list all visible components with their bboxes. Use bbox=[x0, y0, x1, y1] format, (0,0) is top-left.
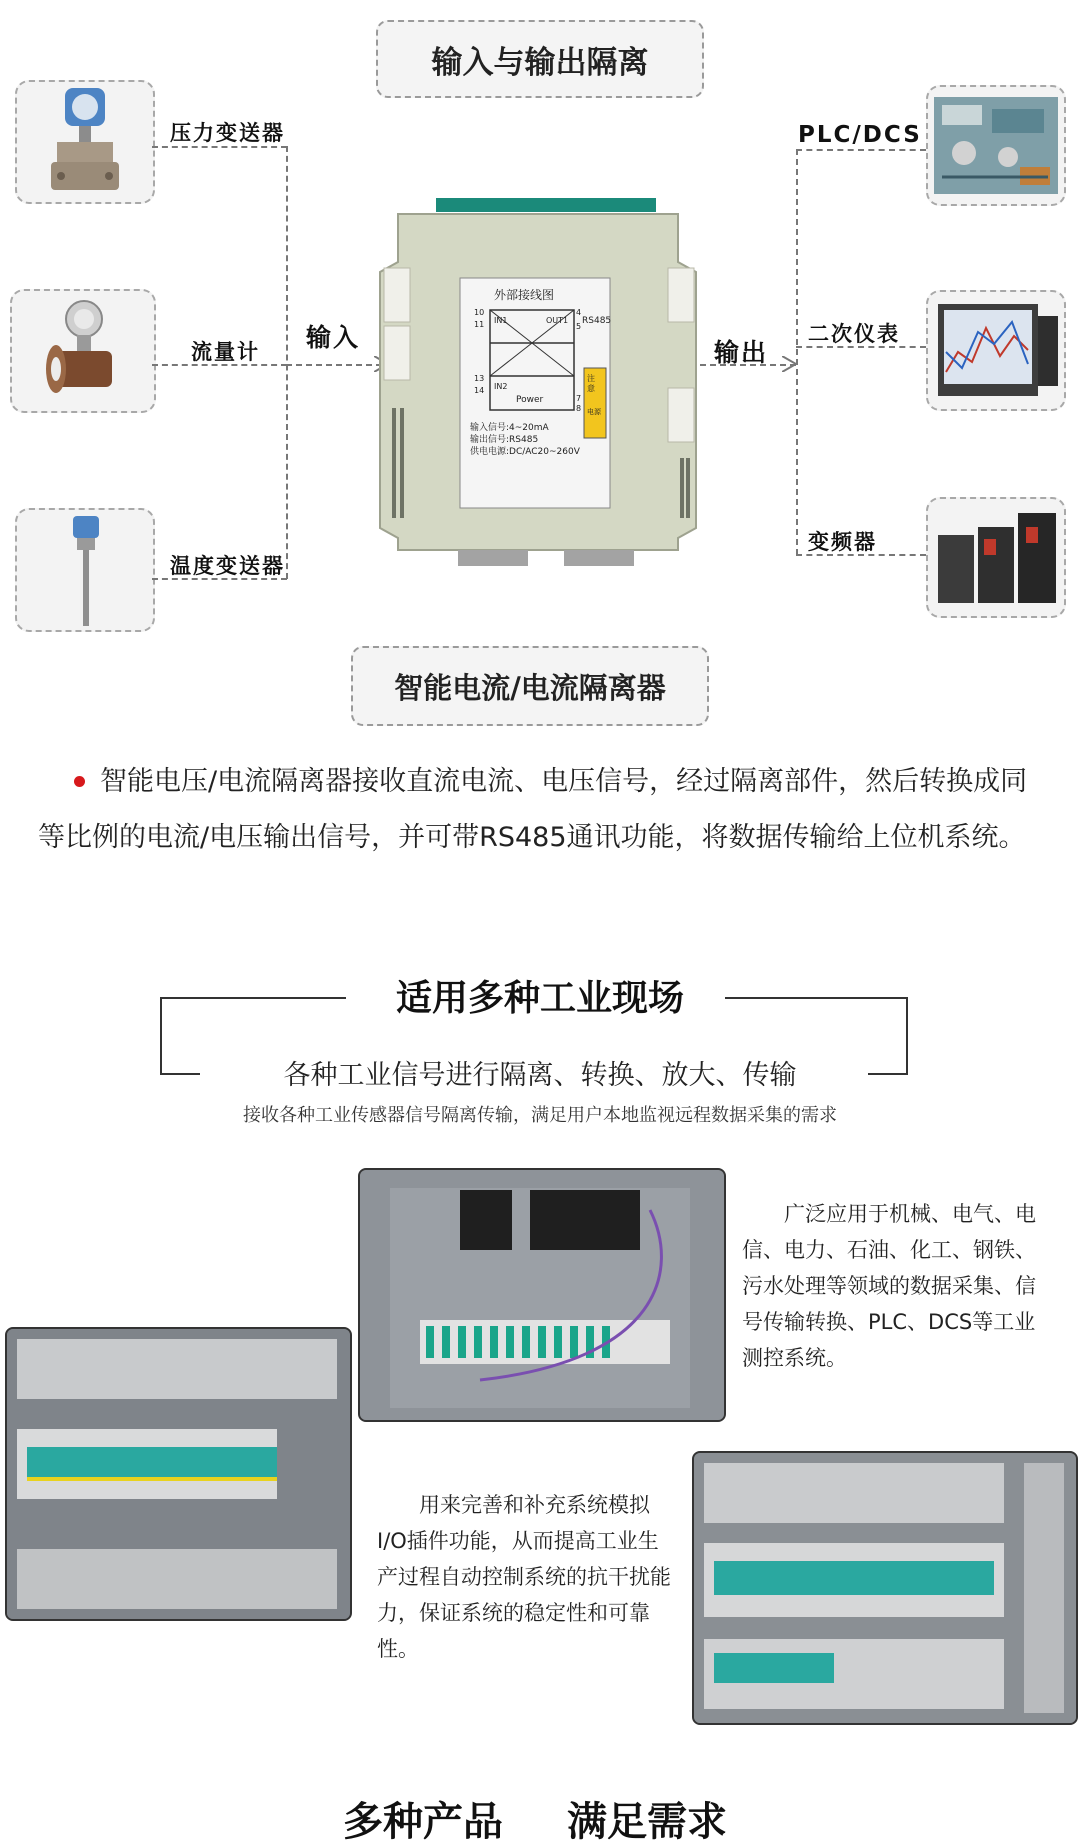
connector-line bbox=[152, 364, 287, 366]
description-paragraph: 智能电压/电流隔离器接收直流电流、电压信号，经过隔离部件，然后转换成同等比例的电流/电压输出信号，并可带RS485通讯功能，将数据传输给上位机系统。 bbox=[38, 766, 1028, 853]
output-label-secondary-instrument: 二次仪表 bbox=[808, 322, 900, 346]
out1-label: OUT1 bbox=[546, 316, 569, 325]
warning-sublabel: 电源 bbox=[587, 408, 601, 416]
industrial-section-subtitle: 各种工业信号进行隔离、转换、放大、传输 bbox=[283, 1060, 797, 1091]
input-label-temperature: 温度变送器 bbox=[170, 554, 285, 578]
industrial-section-title: 适用多种工业现场 bbox=[395, 978, 684, 1019]
terminal-label: 10 bbox=[474, 308, 485, 317]
section-title-smart-isolator bbox=[351, 646, 709, 726]
spec-line: 供电电源:DC/AC20~260V bbox=[470, 447, 580, 457]
footer-title-part2: 满足需求 bbox=[567, 1799, 727, 1845]
terminal-label: 11 bbox=[474, 320, 485, 329]
spec-line: 输入信号:4~20mA bbox=[470, 423, 549, 433]
industrial-section-caption: 接收各种工业传感器信号隔离传输，满足用户本地监视远程数据采集的需求 bbox=[243, 1105, 837, 1126]
section-title-text: 输入与输出隔离 bbox=[431, 44, 649, 81]
application-text-left: 用来完善和补充系统模拟I/O插件功能，从而提高工业生产过程自动控制系统的抗干扰能力，保证系统的稳定性和可靠性。 bbox=[377, 1493, 671, 1661]
arrow-right-icon bbox=[782, 356, 796, 372]
rs485-label: RS485 bbox=[582, 316, 612, 326]
application-text-right: 广泛应用于机械、电气、电信、电力、石油、化工、钢铁、污水处理等领域的数据采集、信号传输转换、PLC、DCS等工业测控系统。 bbox=[742, 1202, 1036, 1370]
connector-line bbox=[286, 146, 288, 579]
temperature-transmitter-image bbox=[15, 508, 155, 632]
output-label-inverter: 变频器 bbox=[808, 530, 877, 554]
footer-title-part1: 多种产品 bbox=[343, 1799, 503, 1845]
section-title-text: 智能电流/电流隔离器 bbox=[394, 670, 666, 705]
in2-label: IN2 bbox=[494, 382, 508, 391]
terminal-label: 5 bbox=[576, 322, 582, 331]
output-arrow-label: 输出 bbox=[714, 338, 769, 367]
connector-line bbox=[796, 149, 926, 151]
isolator-device bbox=[378, 198, 700, 566]
input-label-pressure: 压力变送器 bbox=[170, 121, 285, 145]
warning-label: 注 意 bbox=[587, 374, 595, 393]
power-label: Power bbox=[516, 395, 544, 405]
terminal-label: 8 bbox=[576, 404, 582, 413]
bracket-line bbox=[725, 997, 908, 999]
plc-dcs-screen-image bbox=[926, 85, 1066, 206]
bracket-line bbox=[160, 997, 346, 999]
in1-label: IN1 bbox=[494, 316, 508, 325]
terminal-label: 7 bbox=[576, 394, 582, 403]
connector-line bbox=[152, 578, 287, 580]
terminal-label: 13 bbox=[474, 374, 485, 383]
pressure-transmitter-image bbox=[15, 80, 155, 204]
connector-line bbox=[796, 149, 798, 555]
input-label-flowmeter: 流量计 bbox=[191, 340, 260, 364]
connector-line bbox=[286, 364, 382, 366]
control-cabinet-photo-left bbox=[5, 1327, 352, 1621]
connector-line bbox=[152, 146, 287, 148]
terminal-label: 4 bbox=[576, 308, 582, 317]
control-cabinet-photo-top bbox=[358, 1168, 726, 1422]
spec-line: 输出信号:RS485 bbox=[470, 435, 539, 445]
control-cabinet-photo-bottom bbox=[692, 1451, 1078, 1725]
section-title-io-isolation bbox=[376, 20, 704, 98]
inverter-image bbox=[926, 497, 1066, 618]
terminal-label: 14 bbox=[474, 386, 485, 395]
flowmeter-image bbox=[10, 289, 156, 413]
output-label-plc-dcs: PLC/DCS bbox=[798, 122, 922, 148]
secondary-instrument-image bbox=[926, 290, 1066, 411]
input-arrow-label: 输入 bbox=[306, 323, 361, 352]
wiring-diagram-title: 外部接线图 bbox=[494, 288, 555, 302]
